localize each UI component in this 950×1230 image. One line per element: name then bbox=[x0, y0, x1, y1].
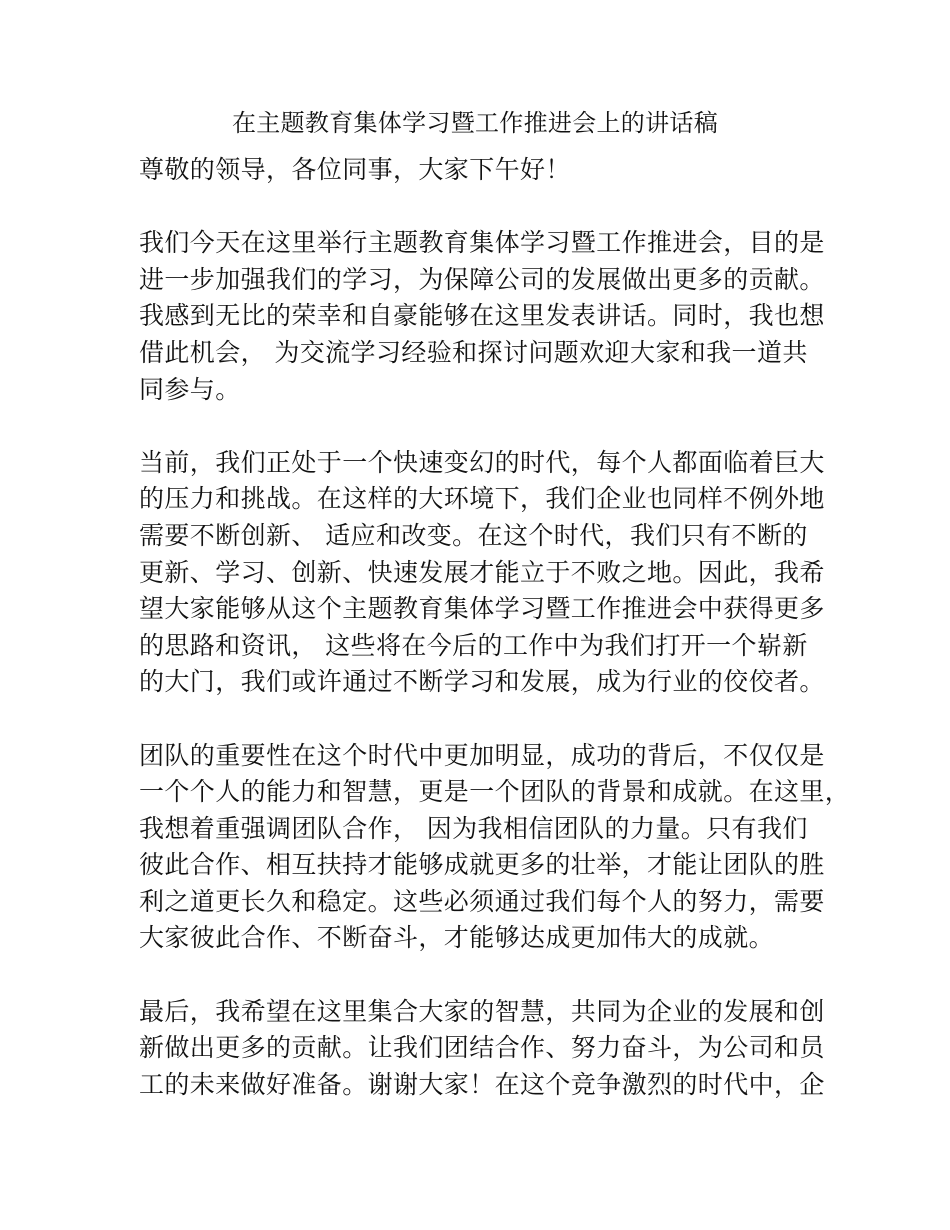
text-line: 望大家能够从这个主题教育集体学习暨工作推进会中获得更多 bbox=[139, 594, 825, 624]
text-line: 的思路和资讯， 这些将在今后的工作中为我们打开一个崭新 bbox=[139, 630, 808, 660]
text-line: 同参与。 bbox=[139, 374, 241, 404]
greeting-line: 尊敬的领导，各位同事，大家下午好！ bbox=[139, 155, 571, 184]
paragraph-4 bbox=[139, 994, 839, 1104]
paragraph-spacer bbox=[139, 408, 839, 445]
text-line: 工的未来做好准备。谢谢大家！在这个竞争激烈的时代中，企 bbox=[139, 1069, 825, 1099]
text-line: 进一步加强我们的学习，为保障公司的发展做出更多的贡献。 bbox=[139, 264, 825, 294]
document-body bbox=[139, 152, 851, 1103]
paragraph-2 bbox=[139, 445, 839, 701]
text-line: 大家彼此合作、不断奋斗，才能够达成更加伟大的成就。 bbox=[139, 923, 775, 953]
text-line: 利之道更长久和稳定。这些必须通过我们每个人的努力，需要 bbox=[139, 886, 825, 916]
text-line: 我们今天在这里举行主题教育集体学习暨工作推进会，目的是 bbox=[139, 228, 825, 258]
text-line: 当前，我们正处于一个快速变幻的时代，每个人都面临着巨大 bbox=[139, 447, 825, 477]
paragraph-spacer bbox=[139, 701, 839, 738]
text-line: 借此机会， 为交流学习经验和探讨问题欢迎大家和我一道共 bbox=[139, 337, 808, 367]
text-line: 的大门，我们或许通过不断学习和发展，成为行业的佼佼者。 bbox=[139, 667, 825, 697]
text-line: 一个个人的能力和智慧，更是一个团队的背景和成就。在这里， bbox=[139, 777, 851, 807]
text-line: 团队的重要性在这个时代中更加明显，成功的背后，不仅仅是 bbox=[139, 740, 825, 770]
document-title: 在主题教育集体学习暨工作推进会上的讲话稿 bbox=[232, 109, 718, 137]
text-line: 更新、学习、创新、快速发展才能立于不败之地。因此，我希 bbox=[139, 557, 825, 587]
paragraph-1 bbox=[139, 225, 839, 408]
text-line: 彼此合作、相互扶持才能够成就更多的壮举，才能让团队的胜 bbox=[139, 850, 825, 880]
text-line: 最后，我希望在这里集合大家的智慧，共同为企业的发展和创 bbox=[139, 996, 825, 1026]
text-line: 我想着重强调团队合作， 因为我相信团队的力量。只有我们 bbox=[139, 813, 808, 843]
paragraph-3 bbox=[139, 738, 851, 958]
text-line: 我感到无比的荣幸和自豪能够在这里发表讲话。同时，我也想 bbox=[139, 301, 825, 331]
text-line: 需要不断创新、 适应和改变。在这个时代，我们只有不断的 bbox=[139, 520, 808, 550]
paragraph-spacer bbox=[139, 957, 839, 994]
text-line: 新做出更多的贡献。让我们团结合作、努力奋斗，为公司和员 bbox=[139, 1033, 825, 1063]
paragraph-spacer bbox=[139, 189, 839, 226]
text-line: 的压力和挑战。在这样的大环境下，我们企业也同样不例外地 bbox=[139, 484, 825, 514]
